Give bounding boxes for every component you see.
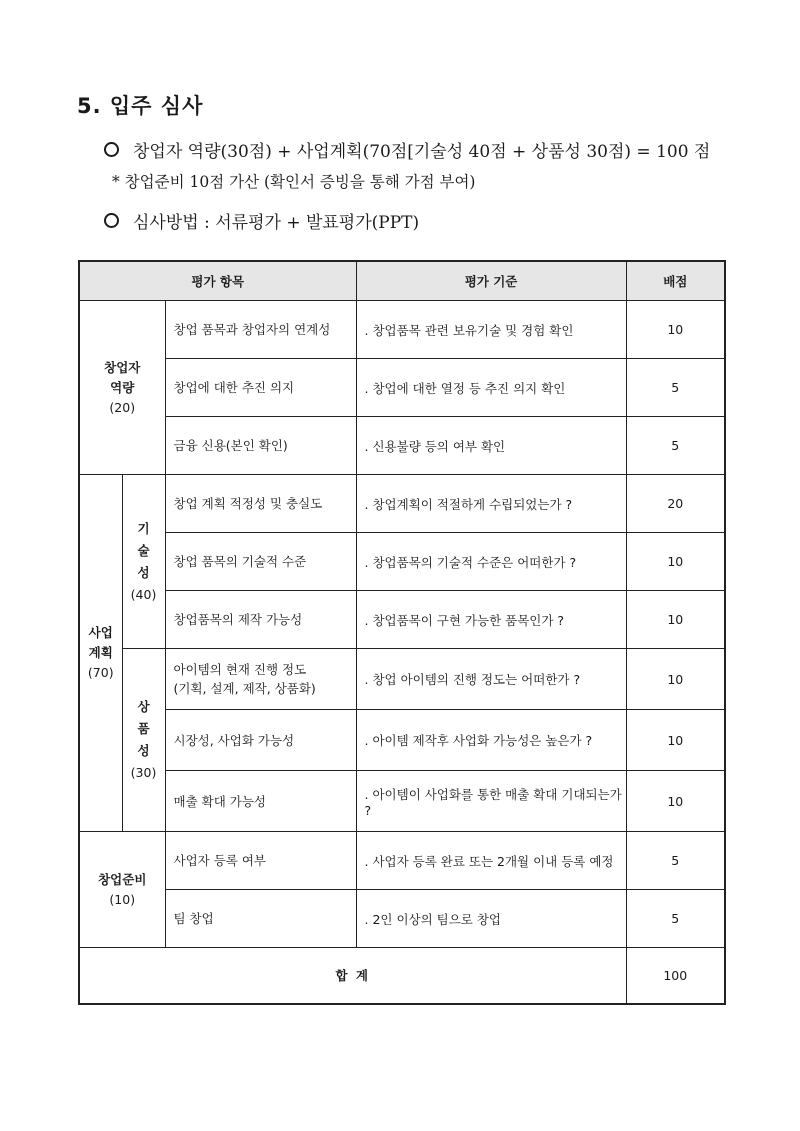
table-row: [79, 301, 725, 359]
row-item: 창업 품목과 창업자의 연계성: [165, 301, 356, 359]
hollow-circle-bullet-icon: [104, 213, 119, 228]
header-item: 평가 항목: [79, 261, 356, 301]
bonus-note: * 창업준비 10점 가산 (확인서 증빙을 통해 가점 부여): [112, 173, 476, 191]
bullet-score-composition: [104, 137, 710, 162]
row-item: 금융 신용(본인 확인): [165, 417, 356, 475]
row-criteria: . 창업 아이템의 진행 정도는 어떠한가 ?: [356, 649, 626, 710]
row-score: 10: [626, 649, 725, 710]
group-startup-preparation: 창업준비 (10): [79, 832, 165, 948]
table-row: [79, 475, 725, 533]
total-row: [79, 948, 725, 1004]
row-item: 아이템의 현재 진행 정도 (기획, 설계, 제작, 상품화): [165, 649, 356, 710]
row-item: 팀 창업: [165, 890, 356, 948]
row-item: 시장성, 사업화 가능성: [165, 710, 356, 771]
row-criteria: . 창업에 대한 열정 등 추진 의지 확인: [356, 359, 626, 417]
table-row: [79, 533, 725, 591]
row-criteria: . 아이템 제작후 사업화 가능성은 높은가 ?: [356, 710, 626, 771]
row-score: 5: [626, 832, 725, 890]
row-score: 10: [626, 710, 725, 771]
table-row: [79, 890, 725, 948]
score-composition-text: 창업자 역량(30점) + 사업계획(70점[기술성 40점 + 상품성 30점) = 100 점: [133, 142, 711, 162]
total-label: 합 계: [79, 948, 626, 1004]
table-row: [79, 359, 725, 417]
row-score: 10: [626, 591, 725, 649]
row-score: 20: [626, 475, 725, 533]
header-criteria: 평가 기준: [356, 261, 626, 301]
table-row: [79, 771, 725, 832]
header-score: 배점: [626, 261, 725, 301]
row-criteria: . 창업품목 관련 보유기술 및 경험 확인: [356, 301, 626, 359]
row-criteria: . 사업자 등록 완료 또는 2개월 이내 등록 예정: [356, 832, 626, 890]
row-item: 창업 계획 적정성 및 충실도: [165, 475, 356, 533]
table-row: [79, 417, 725, 475]
hollow-circle-bullet-icon: [104, 142, 119, 157]
row-item: 사업자 등록 여부: [165, 832, 356, 890]
row-item: 매출 확대 가능성: [165, 771, 356, 832]
group-founder-capability: 창업자 역량 (20): [79, 301, 165, 475]
row-score: 5: [626, 417, 725, 475]
table-row: [79, 832, 725, 890]
row-criteria: . 창업계획이 적절하게 수립되었는가 ?: [356, 475, 626, 533]
row-item: 창업에 대한 추진 의지: [165, 359, 356, 417]
review-method-text: 심사방법 : 서류평가 + 발표평가(PPT): [133, 213, 420, 233]
row-criteria: . 창업품목의 기술적 수준은 어떠한가 ?: [356, 533, 626, 591]
row-score: 10: [626, 301, 725, 359]
table-row: [79, 710, 725, 771]
group-business-plan: 사업 계획 (70): [79, 475, 122, 832]
section-title: 5. 입주 심사: [77, 94, 204, 118]
row-criteria: . 창업품목이 구현 가능한 품목인가 ?: [356, 591, 626, 649]
subgroup-technology: 기 술 성 (40): [122, 475, 165, 649]
table-row: [79, 591, 725, 649]
row-criteria: . 아이템이 사업화를 통한 매출 확대 기대되는가 ?: [356, 771, 626, 832]
row-item: 창업 품목의 기술적 수준: [165, 533, 356, 591]
table-row: [79, 649, 725, 710]
total-score: 100: [626, 948, 725, 1004]
row-score: 5: [626, 890, 725, 948]
table-header-row: [79, 261, 725, 301]
row-score: 10: [626, 533, 725, 591]
row-item: 창업품목의 제작 가능성: [165, 591, 356, 649]
subgroup-marketability: 상 품 성 (30): [122, 649, 165, 832]
row-criteria: . 2인 이상의 팀으로 창업: [356, 890, 626, 948]
row-score: 10: [626, 771, 725, 832]
row-criteria: . 신용불량 등의 여부 확인: [356, 417, 626, 475]
bullet-review-method: [104, 208, 419, 233]
evaluation-table: [78, 260, 726, 1005]
row-score: 5: [626, 359, 725, 417]
